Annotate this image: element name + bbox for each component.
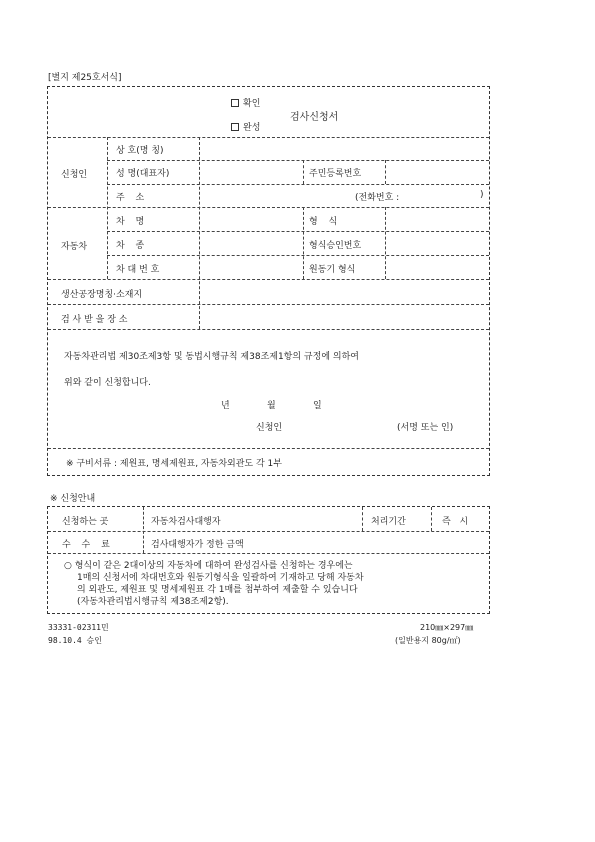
chassis-number-field[interactable]	[201, 257, 301, 277]
processing-period-label: 처리기간	[371, 517, 406, 527]
vehicle-name-label: 차 명	[116, 217, 149, 227]
option-complete[interactable]	[231, 120, 260, 133]
vehicle-type-field[interactable]	[201, 233, 301, 253]
vehicle-type-label: 차 종	[116, 241, 149, 251]
rule	[48, 329, 489, 330]
notice-line-2: 1매의 신청서에 차대번호와 원동기형식을 일괄하여 기재하고 당해 자동차	[77, 573, 364, 583]
rule	[107, 137, 108, 279]
statement-line-1: 자동차관리법 제30조제3항 및 동법시행규칙 제38조제1항의 규정에 의하여	[64, 352, 359, 362]
phone-field[interactable]	[422, 186, 478, 206]
name-label: 성 명(대표자)	[116, 169, 170, 179]
phone-close: )	[480, 190, 484, 200]
notice-line-1: ○ 형식이 같은 2대이상의 자동차에 대하여 완성검사를 신청하는 경우에는	[64, 561, 353, 571]
rule	[303, 160, 304, 184]
rule	[107, 255, 489, 256]
signature-label: 신청인	[256, 423, 283, 433]
rule	[48, 531, 489, 532]
guide-heading: ※ 신청안내	[50, 494, 96, 504]
notice-line-4: (자동차관리법시행규칙 제38조제2항).	[77, 597, 229, 607]
paper-type: (일반용지 80g/㎡)	[395, 636, 461, 645]
trade-name-label: 상 호(명 칭)	[116, 146, 164, 156]
fee-label: 수 수 료	[62, 540, 114, 550]
complete-checkbox[interactable]	[231, 123, 239, 131]
address-label: 주 소	[116, 193, 149, 203]
signature-field[interactable]	[290, 416, 390, 432]
signature-sign-label: (서명 또는 인)	[397, 423, 454, 433]
confirm-checkbox[interactable]	[231, 99, 239, 107]
resident-number-label: 주민등록번호	[309, 169, 362, 179]
rule	[48, 279, 489, 280]
option-confirm[interactable]	[231, 96, 260, 109]
chassis-number-label: 차 대 번 호	[116, 265, 160, 275]
rule	[107, 231, 489, 232]
vehicle-name-field[interactable]	[201, 209, 301, 229]
inspection-place-field[interactable]	[201, 306, 487, 327]
rule	[385, 160, 386, 184]
factory-label: 생산공장명칭·소재지	[61, 290, 143, 300]
receiver-value: 자동차검사대행자	[151, 517, 221, 527]
processing-period-value: 즉 시	[442, 517, 472, 527]
rule	[107, 160, 489, 161]
type-approval-field[interactable]	[387, 233, 487, 253]
motor-model-label: 원동기 형식	[309, 265, 356, 275]
paper-size: 210㎜×297㎜	[420, 623, 474, 632]
phone-label: (전화번호 :	[355, 193, 400, 203]
approval-date: 98.10.4 승인	[48, 636, 102, 645]
address-field[interactable]	[201, 186, 351, 206]
vehicle-model-label: 형 식	[309, 217, 342, 227]
statement-line-2: 위와 같이 신청합니다.	[64, 378, 151, 388]
option-complete-label: 완성	[243, 123, 261, 133]
type-approval-label: 형식승인번호	[309, 241, 362, 251]
rule	[107, 184, 489, 185]
inspection-place-label: 검 사 받 을 장 소	[61, 315, 128, 325]
rule	[199, 137, 200, 329]
rule	[143, 507, 144, 553]
applicant-section-label: 신청인	[61, 170, 88, 180]
vehicle-section-label: 자동차	[61, 242, 88, 252]
trade-name-field[interactable]	[201, 139, 487, 159]
notice-line-3: 의 외관도, 제원표 및 명세제원표 각 1매를 첨부하여 제출할 수 있습니다	[77, 585, 358, 595]
date-year-label: 년	[221, 401, 230, 411]
rule	[48, 304, 489, 305]
form-number: [별지 제25호서식]	[48, 73, 122, 83]
form-code: 33331-02311민	[48, 623, 109, 632]
factory-field[interactable]	[201, 281, 487, 302]
rule	[48, 207, 489, 208]
option-confirm-label: 확인	[243, 99, 261, 109]
required-documents: ※ 구비서류 : 제원표, 명세제원표, 자동차외관도 각 1부	[66, 459, 282, 469]
vehicle-model-field[interactable]	[387, 209, 487, 229]
name-field[interactable]	[201, 162, 301, 182]
receiver-label: 신청하는 곳	[62, 517, 109, 527]
form-title: 검사신청서	[290, 112, 339, 123]
date-day-label: 일	[313, 401, 322, 411]
fee-value: 검사대행자가 정한 금액	[151, 540, 244, 550]
rule	[48, 553, 489, 554]
rule	[385, 207, 386, 279]
rule	[48, 448, 489, 449]
rule	[303, 207, 304, 279]
resident-number-field[interactable]	[387, 162, 487, 182]
rule	[431, 507, 432, 531]
rule	[362, 507, 363, 531]
date-month-label: 월	[267, 401, 276, 411]
rule	[48, 137, 489, 138]
motor-model-field[interactable]	[387, 257, 487, 277]
